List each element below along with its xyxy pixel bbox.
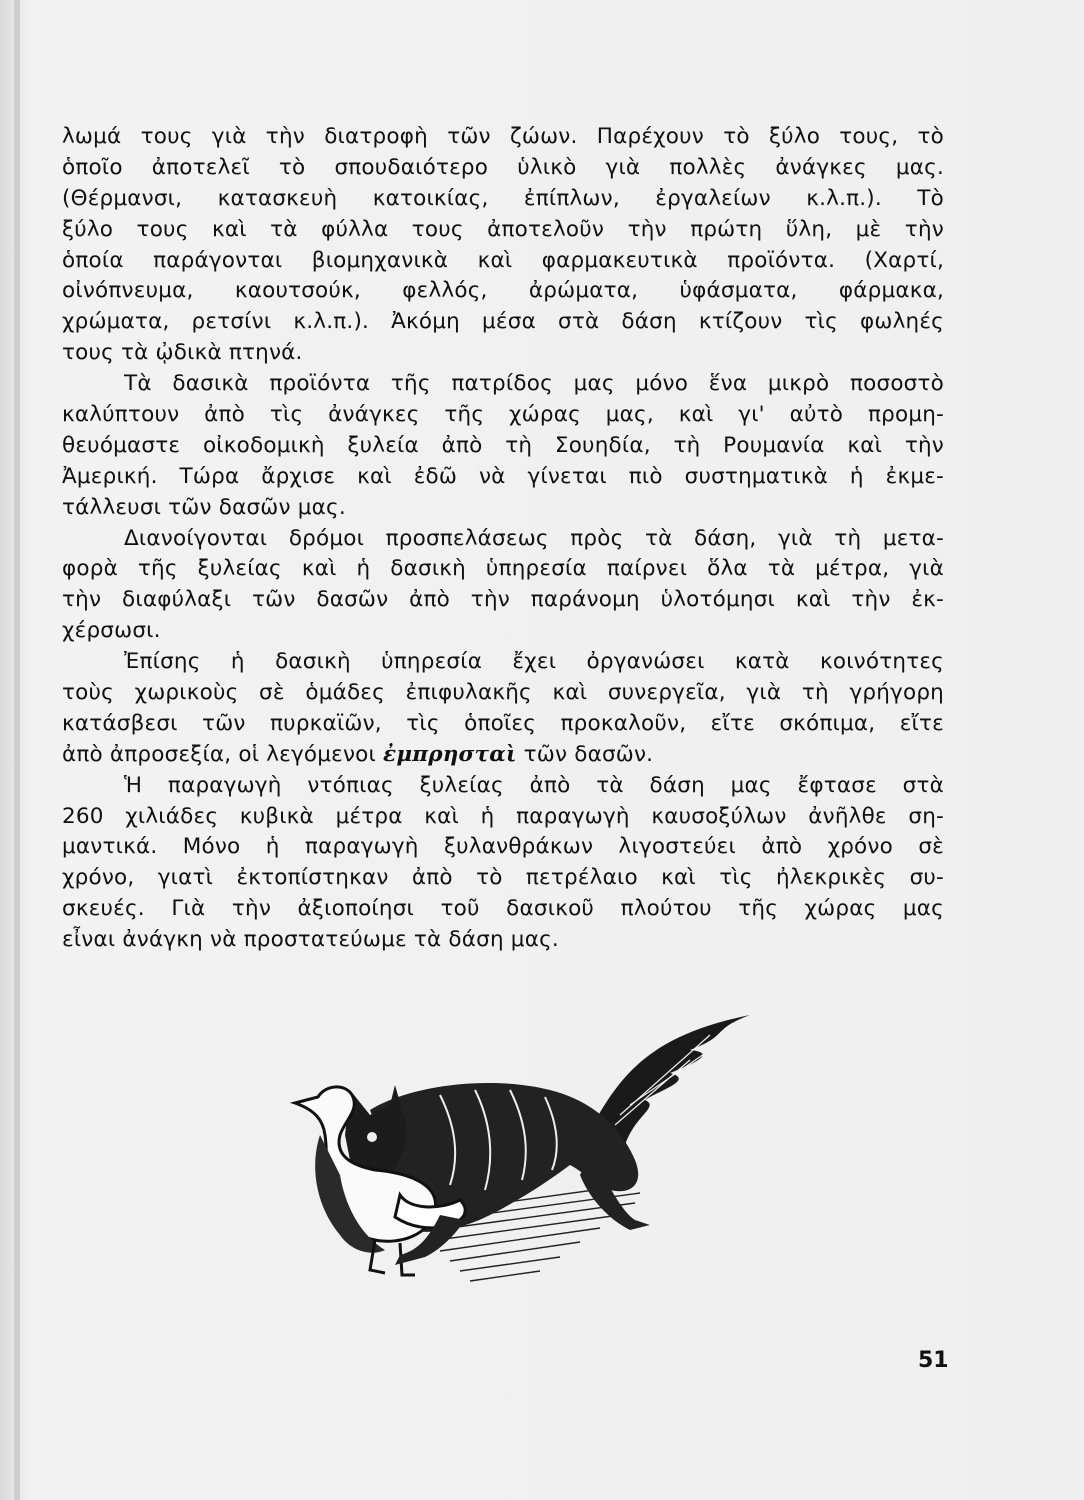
text-line: ξύλο τους καὶ τὰ φύλλα τους ἀποτελοῦν τὴν πρώτη ὕλη, μὲ τὴν — [62, 216, 944, 242]
paragraph-1 — [62, 122, 944, 369]
text-line: χρόνο, γιατὶ ἐκτοπίστηκαν ἀπὸ τὸ πετρέλαιο καὶ τὶς ἠλεκρικὲς συ- — [62, 865, 944, 891]
page-number: 51 — [918, 1348, 949, 1373]
text-line — [62, 740, 944, 771]
paragraph-5 — [62, 771, 944, 956]
text-line: Τὰ δασικὰ προϊόντα τῆς πατρίδος μας μόνο ἕνα μικρὸ ποσοστὸ — [124, 371, 944, 397]
text-fragment: ἀπὸ ἀπροσεξία, οἱ λεγόμενοι — [62, 741, 384, 767]
text-line: φορὰ τῆς ξυλείας καὶ ἡ δασικὴ ὑπηρεσία παίρνει ὅλα τὰ μέτρα, γιὰ — [62, 556, 944, 582]
text-line: Διανοίγονται δρόμοι προσπελάσεως πρὸς τὰ δάση, γιὰ τὴ μετα- — [124, 525, 944, 551]
text-line: τὴν διαφύλαξι τῶν δασῶν ἀπὸ τὴν παράνομη ὑλοτόμησι καὶ τὴν ἐκ- — [62, 587, 944, 613]
text-line: τους τὰ ᾠδικὰ πτηνά. — [62, 340, 303, 366]
text-line: τάλλευσι τῶν δασῶν μας. — [62, 494, 346, 520]
paragraph-4 — [62, 647, 944, 771]
text-line: σκευές. Γιὰ τὴν ἀξιοποίησι τοῦ δασικοῦ πλούτου τῆς χώρας μας — [62, 896, 944, 922]
text-line: Ἀμερική. Τώρα ἄρχισε καὶ ἐδῶ νὰ γίνεται πιὸ συστηματικὰ ἡ ἐκμε- — [62, 463, 944, 489]
fox-tail — [590, 1015, 750, 1145]
text-line: Ἐπίσης ἡ δασικὴ ὑπηρεσία ἔχει ὀργανώσει κατὰ κοινότητες — [124, 649, 944, 675]
text-line: καλύπτουν ἀπὸ τὶς ἀνάγκες τῆς χώρας μας, καὶ γι' αὐτὸ προμη- — [62, 402, 944, 428]
text-line: εἶναι ἀνάγκη νὰ προστατεύωμε τὰ δάση μας. — [62, 927, 559, 953]
text-line: μαντικά. Μόνο ἡ παραγωγὴ ξυλανθράκων λιγοστεύει ἀπὸ χρόνο σὲ — [62, 834, 944, 860]
paragraph-2 — [62, 369, 944, 523]
page-gutter — [14, 0, 20, 1500]
text-line: κατάσβεσι τῶν πυρκαϊῶν, τὶς ὁποῖες προκαλοῦν, εἴτε σκόπιμα, εἴτε — [62, 710, 944, 736]
text-line: θευόμαστε οἰκοδομικὴ ξυλεία ἀπὸ τὴ Σουηδία, τὴ Ρουμανία καὶ τὴν — [62, 432, 944, 458]
text-line: ὁποῖο ἀποτελεῖ τὸ σπουδαιότερο ὑλικὸ γιὰ πολλὲς ἀνάγκες μας. — [62, 154, 944, 180]
text-line: οἰνόπνευμα, καουτσούκ, φελλός, ἀρώματα, ὑφάσματα, φάρμακα, — [62, 278, 944, 304]
emphasis-term: ἐμπρησταὶ — [383, 741, 517, 767]
body-text — [62, 122, 944, 956]
text-line: λωμά τους γιὰ τὴν διατροφὴ τῶν ζώων. Παρέχουν τὸ ξύλο τους, τὸ — [62, 124, 944, 149]
text-line: ὁποία παράγονται βιομηχανικὰ καὶ φαρμακευτικὰ προϊόντα. (Χαρτί, — [62, 247, 944, 273]
text-line: χρώματα, ρετσίνι κ.λ.π.). Ἀκόμη μέσα στὰ δάση κτίζουν τὶς φωληές — [62, 309, 944, 335]
paragraph-3 — [62, 524, 944, 648]
fox-eye — [367, 1132, 377, 1142]
text-line: Ἡ παραγωγὴ ντόπιας ξυλείας ἀπὸ τὰ δάση μας ἔφτασε στὰ — [124, 772, 944, 798]
text-line: χέρσωσι. — [62, 618, 161, 644]
text-fragment: τῶν δασῶν. — [516, 741, 654, 767]
fox-catching-duck-icon — [290, 995, 760, 1315]
text-line: (Θέρμανσι, κατασκευὴ κατοικίας, ἐπίπλων, ἐργαλείων κ.λ.π.). Τὸ — [62, 185, 944, 211]
text-line: 260 χιλιάδες κυβικὰ μέτρα καὶ ἡ παραγωγὴ καυσοξύλων ἀνῆλθε ση- — [62, 803, 944, 829]
text-line: τοὺς χωρικοὺς σὲ ὁμάδες ἐπιφυλακῆς καὶ συνεργεῖα, γιὰ τὴ γρήγορη — [62, 680, 944, 706]
